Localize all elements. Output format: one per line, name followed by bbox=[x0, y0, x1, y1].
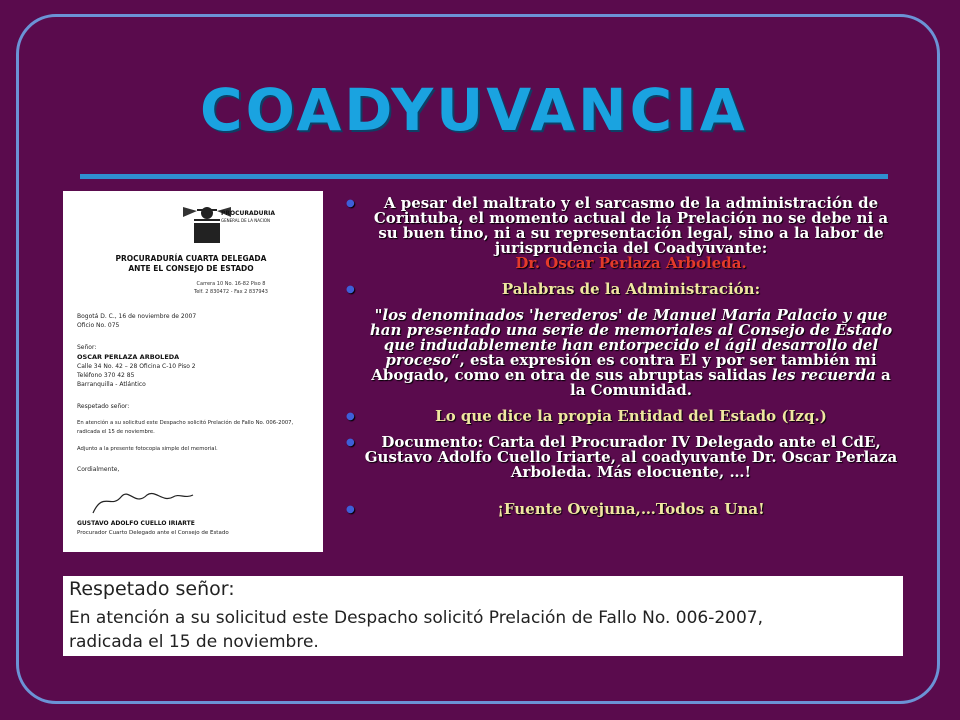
zoom-line2: En atención a su solicitud este Despacho solicitó Prelación de Fallo No. 006-2007, bbox=[69, 608, 764, 628]
coadyuvante-name: Dr. Oscar Perlaza Arboleda. bbox=[515, 254, 747, 272]
doc-senor: Señor: bbox=[77, 344, 97, 351]
bullet-entidad bbox=[340, 409, 900, 424]
bullet-fuente bbox=[340, 502, 900, 517]
quote-italic: "los denominados 'herederos' de Manuel Maria Palacio y que han presentado una serie de memoriales al Consejo de Estado que indudablemente han entorpecido el ágil desarrollo del proceso bbox=[369, 306, 893, 369]
bullet-palabras bbox=[340, 282, 900, 297]
quote-paragraph bbox=[340, 308, 900, 398]
doc-oficio: Oficio No. 075 bbox=[77, 322, 120, 329]
doc-addr2: Telf. 2 830472 - Fax 2 837943 bbox=[194, 289, 268, 295]
bullet-documento-text: Documento: Carta del Procurador IV Delegado ante el CdE, Gustavo Adolfo Cuello Iriarte, al coadyuvante Dr. Oscar Perlaza Arboleda. Más elocuente, …! bbox=[364, 433, 898, 481]
bullet-coadyuvante-text: A pesar del maltrato y el sarcasmo de la administración de Corintuba, el momento actual de la Prelación no se debe ni a su buen tino, ni a su representación legal, sino a la labor de jurisprudencia del Coadyuvante: bbox=[373, 194, 889, 257]
quote-italic2: les recuerda bbox=[771, 366, 876, 384]
doc-adjunto: Adjunto a la presente fotocopia simple del memorial. bbox=[77, 446, 218, 452]
doc-addr1: Carrera 10 No. 16-82 Piso 8 bbox=[196, 281, 266, 287]
bullet-documento bbox=[340, 435, 900, 480]
content-bullets bbox=[340, 196, 900, 528]
bullet-palabras-text: Palabras de la Administración: bbox=[501, 280, 761, 298]
slide-title: COADYUVANCIA bbox=[200, 76, 748, 144]
doc-closing: Cordialmente, bbox=[77, 466, 120, 473]
quote-mid: “, esta expresión es contra El y por ser también mi Abogado, como en otra de sus abruptas salidas bbox=[371, 351, 877, 384]
doc-body2: radicada el 15 de noviembre. bbox=[77, 429, 155, 435]
doc-r-addr1: Calle 34 No. 42 – 28 Oficina C-10 Piso 2 bbox=[77, 363, 196, 370]
doc-signer: GUSTAVO ADOLFO CUELLO IRIARTE bbox=[77, 520, 195, 527]
doc-date: Bogotá D. C., 16 de noviembre de 2007 bbox=[77, 313, 197, 320]
doc-r-addr2: Teléfono 370 42 85 bbox=[77, 372, 135, 379]
document-image bbox=[63, 191, 323, 552]
bullet-entidad-text: Lo que dice la propia Entidad del Estado (Izq.) bbox=[435, 407, 827, 425]
doc-recipient: OSCAR PERLAZA ARBOLEDA bbox=[77, 353, 180, 361]
quote-end: a la Comunidad. bbox=[570, 366, 891, 399]
zoom-line1: Respetado señor: bbox=[69, 578, 235, 600]
title-divider bbox=[80, 174, 888, 179]
doc-office2: ANTE EL CONSEJO DE ESTADO bbox=[128, 264, 254, 273]
signature-icon bbox=[93, 493, 193, 513]
seal-line2: GENERAL DE LA NACION bbox=[221, 218, 270, 223]
bullet-coadyuvante bbox=[340, 196, 900, 271]
zoom-line3: radicada el 15 de noviembre. bbox=[69, 632, 319, 652]
bullet-fuente-text: ¡Fuente Ovejuna,…Todos a Una! bbox=[497, 500, 765, 518]
doc-signer-title: Procurador Cuarto Delegado ante el Consejo de Estado bbox=[77, 530, 229, 536]
doc-body1: En atención a su solicitud este Despacho solicitó Prelación de Fallo No. 006-2007, bbox=[77, 420, 294, 426]
doc-office1: PROCURADURÍA CUARTA DELEGADA bbox=[115, 254, 267, 263]
doc-greeting: Respetado señor: bbox=[77, 403, 130, 410]
zoomed-excerpt bbox=[63, 576, 903, 656]
doc-r-city: Barranquilla - Atlántico bbox=[77, 381, 146, 388]
seal-line1: PROCURADURIA bbox=[221, 210, 276, 217]
